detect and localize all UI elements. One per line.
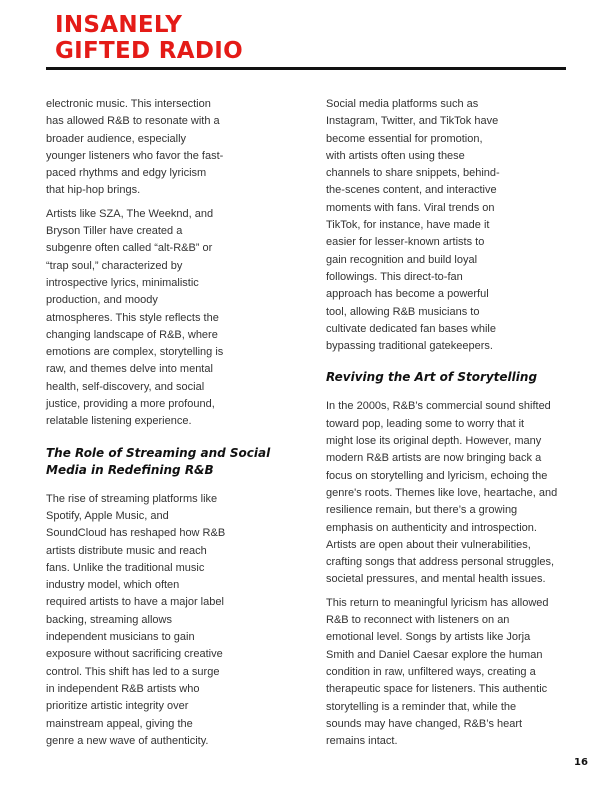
heading-line: Reviving the Art of Storytelling [326,370,538,385]
text-line: control. This shift has led to a surge [46,665,220,678]
paragraph [326,398,576,588]
text-line: This return to meaningful lyricism has allowed [326,596,549,609]
text-line: Instagram, Twitter, and TikTok have [326,115,499,128]
text-line: changing landscape of R&B, where [46,328,218,341]
text-line: gain recognition and build loyal [326,253,478,266]
text-line: artists distribute music and reach [46,544,207,557]
section-heading-storytelling [326,369,576,386]
text-line: Spotify, Apple Music, and [46,509,169,522]
text-line: has allowed R&B to resonate with a [46,115,220,128]
text-line: subgenre often called “alt-R&B” or [46,242,213,255]
text-line: Artists like SZA, The Weeknd, and [46,207,214,220]
text-line: prioritize artistic integrity over [46,700,189,713]
text-line: atmospheres. This style reflects the [46,311,219,324]
text-line: therapeutic space for listeners. This authentic [326,683,548,696]
text-line: moments with fans. Viral trends on [326,201,495,214]
text-line: might lose its original depth. However, many [326,435,542,448]
text-line: Smith and Daniel Caesar explore the human [326,648,543,661]
paragraph [46,206,284,431]
text-line: bypassing traditional gatekeepers. [326,340,493,353]
right-column [326,96,576,756]
text-line: channels to share snippets, behind- [326,167,500,180]
paragraph [326,96,576,355]
text-line: societal pressures, and mental health issues. [326,573,546,586]
publication-title [55,12,375,64]
paragraph [46,491,284,750]
section-heading-streaming [46,445,280,479]
text-line: relatable listening experience. [46,415,192,428]
text-line: TikTok, for instance, have made it [326,219,490,232]
text-line: toward pop, leading some to worry that it [326,417,525,430]
text-line: genre's roots. Themes like love, heartache, and [326,486,558,499]
text-line: crafting songs that address personal struggles, [326,556,555,569]
text-line: modern R&B artists are now bringing back a [326,452,542,465]
text-line: tool, allowing R&B musicians to [326,305,480,318]
text-line: that hip-hop brings. [46,184,141,197]
left-column [46,96,284,756]
text-line: justice, providing a more profound, [46,398,215,411]
text-line: emphasis on authenticity and introspection. [326,521,537,534]
text-line: storytelling is a reminder that, while the [326,700,517,713]
text-line: exposure without sacrificing creative [46,648,223,661]
text-line: resilience remain, but there’s a growing [326,504,518,517]
text-line: remains intact. [326,735,398,748]
text-line: “trap soul,” characterized by [46,259,183,272]
text-line: fans. Unlike the traditional music [46,561,205,574]
heading-line: Media in Redefining R&B [46,462,214,477]
text-line: raw, and themes delve into mental [46,363,213,376]
text-line: sounds may have changed, R&B’s heart [326,717,523,730]
text-line: SoundCloud has reshaped how R&B [46,527,226,540]
text-line: health, self-discovery, and social [46,380,205,393]
text-line: the-scenes content, and interactive [326,184,497,197]
text-line: In the 2000s, R&B’s commercial sound shifted [326,400,551,413]
paragraph [326,595,576,751]
text-line: with artists often using these [326,149,465,162]
text-line: become essential for promotion, [326,132,483,145]
text-line: Artists are open about their vulnerabilities, [326,538,531,551]
text-line: easier for lesser-known artists to [326,236,485,249]
text-line: focus on storytelling and lyricism, echoing the [326,469,548,482]
text-line: approach has become a powerful [326,288,489,301]
text-line: broader audience, especially [46,132,187,145]
text-line: cultivate dedicated fan bases while [326,322,496,335]
text-line: backing, streaming allows [46,613,172,626]
text-line: younger listeners who favor the fast- [46,149,224,162]
text-line: emotional level. Songs by artists like Jorja [326,631,531,644]
heading-line: The Role of Streaming and Social [46,445,271,460]
text-line: condition in raw, unfiltered ways, creating a [326,665,536,678]
text-line: required artists to have a major label [46,596,224,609]
text-line: paced rhythms and edgy lyricism [46,167,207,180]
text-line: genre a new wave of authenticity. [46,734,209,747]
text-line: emotions are complex, storytelling is [46,346,224,359]
header-divider [46,67,566,70]
text-line: The rise of streaming platforms like [46,492,218,505]
page-number: 16 [574,757,588,768]
publication-title-line-2: GIFTED RADIO [55,38,243,64]
text-line: Bryson Tiller have created a [46,225,183,238]
paragraph [46,96,284,200]
text-line: in independent R&B artists who [46,682,200,695]
publication-title-line-1: INSANELY [55,12,183,38]
text-line: electronic music. This intersection [46,98,211,110]
text-line: industry model, which often [46,579,180,592]
text-line: independent musicians to gain [46,631,195,644]
text-line: production, and moody [46,294,158,307]
text-line: introspective lyrics, minimalistic [46,276,199,289]
text-line: followings. This direct-to-fan [326,270,463,283]
text-line: R&B to reconnect with listeners on an [326,614,510,627]
text-line: mainstream appeal, giving the [46,717,193,730]
text-line: Social media platforms such as [326,98,479,110]
